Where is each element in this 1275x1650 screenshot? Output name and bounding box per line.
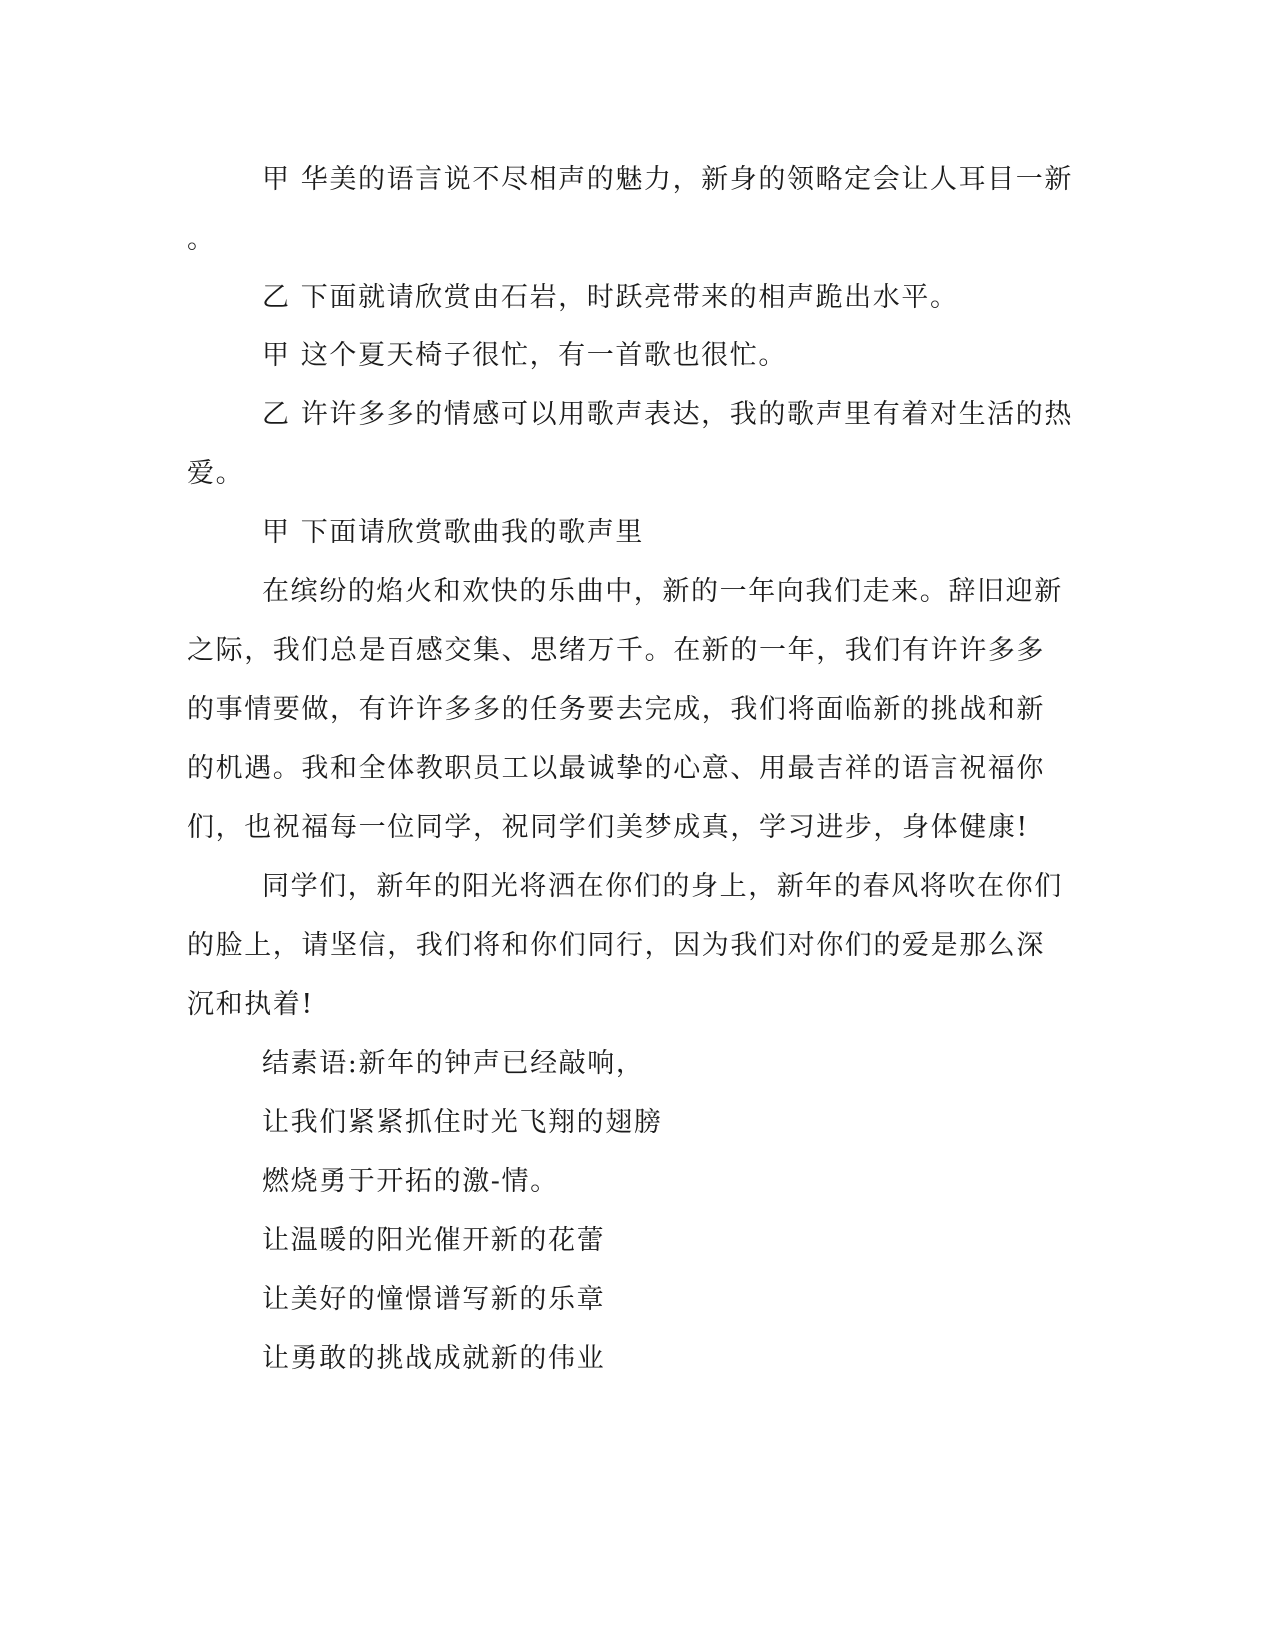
- text-line: 在缤纷的焰火和欢快的乐曲中，新的一年向我们走来。辞旧迎新: [262, 576, 1063, 607]
- text-line: 的脸上，请坚信，我们将和你们同行，因为我们对你们的爱是那么深: [187, 930, 1045, 961]
- text-line: 甲 下面请欣赏歌曲我的歌声里: [262, 517, 644, 548]
- text-line: 结素语:新年的钟声已经敲响，: [262, 1048, 645, 1079]
- text-line: 的事情要做，有许许多多的任务要去完成，我们将面临新的挑战和新: [187, 694, 1045, 725]
- text-line: 爱。: [187, 458, 245, 489]
- text-line: 的机遇。我和全体教职员工以最诚挚的心意、用最吉祥的语言祝福你: [187, 753, 1045, 784]
- text-line: 让我们紧紧抓住时光飞翔的翅膀: [262, 1107, 663, 1138]
- text-line: 之际，我们总是百感交集、思绪万千。在新的一年，我们有许许多多: [187, 635, 1045, 666]
- text-line: 让温暖的阳光催开新的花蕾: [262, 1225, 606, 1256]
- text-line: 同学们，新年的阳光将洒在你们的身上，新年的春风将吹在你们: [262, 871, 1063, 902]
- text-line: 甲 华美的语言说不尽相声的魅力，新身的领略定会让人耳目一新: [262, 164, 1073, 195]
- text-line: 让勇敢的挑战成就新的伟业: [262, 1343, 606, 1374]
- text-line: 乙 下面就请欣赏由石岩，时跃亮带来的相声跪出水平。: [262, 282, 959, 313]
- text-line: 沉和执着!: [187, 989, 314, 1020]
- text-line: 燃烧勇于开拓的激-情。: [262, 1166, 559, 1197]
- text-line: 甲 这个夏天椅子很忙，有一首歌也很忙。: [262, 340, 787, 371]
- text-line: 让美好的憧憬谱写新的乐章: [262, 1284, 606, 1315]
- text-line: 。: [187, 224, 216, 255]
- text-line: 们，也祝福每一位同学，祝同学们美梦成真，学习进步，身体健康!: [187, 812, 1029, 843]
- text-line: 乙 许许多多的情感可以用歌声表达，我的歌声里有着对生活的热: [262, 399, 1073, 430]
